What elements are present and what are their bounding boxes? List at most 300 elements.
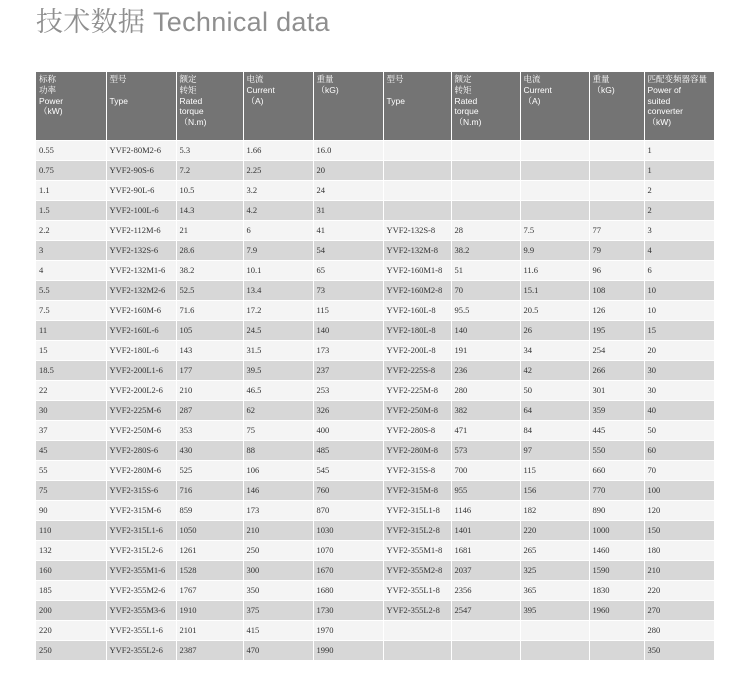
- table-cell: YVF2-280S-6: [106, 441, 176, 461]
- table-cell: 88: [243, 441, 313, 461]
- table-cell: 40: [644, 401, 714, 421]
- table-cell: 11: [36, 321, 106, 341]
- table-row: [36, 441, 714, 461]
- table-cell: 2387: [176, 641, 243, 661]
- table-cell: 1030: [313, 521, 383, 541]
- table-cell: YVF2-315S-8: [383, 461, 451, 481]
- column-header-line: 转矩: [454, 84, 472, 95]
- table-cell: 770: [589, 481, 644, 501]
- table-cell: 15: [644, 321, 714, 341]
- table-cell: YVF2-160M-6: [106, 301, 176, 321]
- table-cell: [589, 201, 644, 221]
- table-cell: 64: [520, 401, 589, 421]
- table-cell: 182: [520, 501, 589, 521]
- table-cell: [383, 181, 451, 201]
- table-row: [36, 181, 714, 201]
- table-cell: 716: [176, 481, 243, 501]
- table-row: [36, 461, 714, 481]
- table-cell: 1460: [589, 541, 644, 561]
- table-cell: 1: [644, 161, 714, 181]
- table-cell: 250: [36, 641, 106, 661]
- table-cell: 50: [644, 421, 714, 441]
- table-cell: 485: [313, 441, 383, 461]
- column-header-line: 功率: [39, 84, 57, 95]
- column-header-line: 额定: [454, 74, 472, 84]
- table-cell: YVF2-355M2-8: [383, 561, 451, 581]
- table-row: [36, 521, 714, 541]
- table-cell: 1528: [176, 561, 243, 581]
- table-cell: 6: [644, 261, 714, 281]
- table-cell: YVF2-132S-8: [383, 221, 451, 241]
- table-cell: 5.5: [36, 281, 106, 301]
- table-cell: 1960: [589, 601, 644, 621]
- table-cell: 62: [243, 401, 313, 421]
- table-cell: 173: [243, 501, 313, 521]
- table-cell: 280: [644, 621, 714, 641]
- column-header-line: 重量: [592, 74, 610, 84]
- table-cell: 84: [520, 421, 589, 441]
- table-cell: 10.1: [243, 261, 313, 281]
- table-header-row: [36, 72, 714, 141]
- column-header-line: [387, 85, 449, 96]
- table-cell: YVF2-160M2-8: [383, 281, 451, 301]
- page-title: 技术数据 Technical data: [36, 7, 330, 37]
- table-cell: YVF2-315M-6: [106, 501, 176, 521]
- table-cell: [589, 181, 644, 201]
- table-cell: 7.9: [243, 241, 313, 261]
- table-cell: 3: [644, 221, 714, 241]
- table-cell: 2037: [451, 561, 520, 581]
- table-cell: 60: [644, 441, 714, 461]
- table-cell: 22: [36, 381, 106, 401]
- column-header: [106, 72, 176, 141]
- table-cell: 359: [589, 401, 644, 421]
- table-row: [36, 501, 714, 521]
- column-header-line: Power: [39, 95, 64, 106]
- table-cell: [451, 621, 520, 641]
- table-cell: 70: [451, 281, 520, 301]
- table-cell: 10.5: [176, 181, 243, 201]
- table-row: [36, 261, 714, 281]
- table-cell: 266: [589, 361, 644, 381]
- table-cell: 177: [176, 361, 243, 381]
- column-header-line: （kW): [39, 106, 63, 117]
- table-cell: YVF2-315L2-6: [106, 541, 176, 561]
- column-header-line: 电流: [523, 74, 541, 84]
- table-cell: YVF2-355L1-6: [106, 621, 176, 641]
- table-cell: 220: [520, 521, 589, 541]
- table-row: [36, 601, 714, 621]
- table-cell: YVF2-355L1-8: [383, 581, 451, 601]
- table-cell: [589, 641, 644, 661]
- table-cell: YVF2-250M-8: [383, 401, 451, 421]
- table-cell: YVF2-80M2-6: [106, 141, 176, 161]
- table-cell: 1.1: [36, 181, 106, 201]
- table-cell: 11.6: [520, 261, 589, 281]
- table-cell: 38.2: [451, 241, 520, 261]
- table-cell: 1261: [176, 541, 243, 561]
- table-cell: 41: [313, 221, 383, 241]
- column-header: [520, 72, 589, 141]
- table-cell: 52.5: [176, 281, 243, 301]
- table-cell: 415: [243, 621, 313, 641]
- table-cell: 7.5: [36, 301, 106, 321]
- table-cell: 75: [36, 481, 106, 501]
- table-cell: YVF2-355M3-6: [106, 601, 176, 621]
- table-cell: 45: [36, 441, 106, 461]
- table-cell: [451, 641, 520, 661]
- column-header-line: [110, 85, 174, 96]
- table-cell: 2: [644, 181, 714, 201]
- column-header: [589, 72, 644, 141]
- table-cell: 1670: [313, 561, 383, 581]
- table-cell: 265: [520, 541, 589, 561]
- table-cell: 30: [36, 401, 106, 421]
- table-cell: 34: [520, 341, 589, 361]
- column-header-line: （A): [246, 95, 264, 106]
- table-cell: YVF2-355L2-8: [383, 601, 451, 621]
- table-cell: 1910: [176, 601, 243, 621]
- table-row: [36, 241, 714, 261]
- table-cell: 31.5: [243, 341, 313, 361]
- column-header-line: Rated: [454, 95, 478, 106]
- table-cell: 300: [243, 561, 313, 581]
- table-cell: YVF2-280S-8: [383, 421, 451, 441]
- table-cell: [520, 621, 589, 641]
- table-row: [36, 561, 714, 581]
- table-cell: 90: [36, 501, 106, 521]
- table-cell: 26: [520, 321, 589, 341]
- table-row: [36, 321, 714, 341]
- table-cell: 120: [644, 501, 714, 521]
- table-cell: YVF2-180L-6: [106, 341, 176, 361]
- table-cell: 301: [589, 381, 644, 401]
- table-cell: 173: [313, 341, 383, 361]
- table-row: [36, 301, 714, 321]
- table-cell: 2.25: [243, 161, 313, 181]
- column-header: [243, 72, 313, 141]
- table-cell: YVF2-90L-6: [106, 181, 176, 201]
- column-header-line: Type: [386, 95, 405, 106]
- column-header-line: （A): [523, 95, 541, 106]
- table-cell: 2101: [176, 621, 243, 641]
- table-cell: YVF2-180L-8: [383, 321, 451, 341]
- table-cell: 18.5: [36, 361, 106, 381]
- table-row: [36, 281, 714, 301]
- table-cell: 545: [313, 461, 383, 481]
- table-cell: YVF2-315L1-8: [383, 501, 451, 521]
- table-cell: 210: [176, 381, 243, 401]
- column-header-line: 重量: [316, 74, 334, 84]
- table-cell: 210: [243, 521, 313, 541]
- table-cell: 156: [520, 481, 589, 501]
- table-cell: 350: [243, 581, 313, 601]
- table-cell: 15.1: [520, 281, 589, 301]
- table-cell: 3: [36, 241, 106, 261]
- table-cell: 955: [451, 481, 520, 501]
- table-row: [36, 141, 714, 161]
- table-cell: 237: [313, 361, 383, 381]
- column-header-line: Type: [109, 95, 128, 106]
- column-header-line: 转矩: [179, 84, 197, 95]
- table-cell: [520, 181, 589, 201]
- table-cell: YVF2-160L-8: [383, 301, 451, 321]
- table-cell: 250: [243, 541, 313, 561]
- table-cell: YVF2-315S-6: [106, 481, 176, 501]
- table-row: [36, 161, 714, 181]
- column-header-line: （N.m): [454, 117, 482, 128]
- table-cell: 97: [520, 441, 589, 461]
- column-header: [176, 72, 243, 141]
- table-cell: YVF2-200L1-6: [106, 361, 176, 381]
- table-cell: [383, 201, 451, 221]
- table-cell: 382: [451, 401, 520, 421]
- table-cell: [451, 141, 520, 161]
- column-header-line: 标称: [39, 74, 57, 84]
- table-cell: 71.6: [176, 301, 243, 321]
- table-cell: 2.2: [36, 221, 106, 241]
- table-cell: 353: [176, 421, 243, 441]
- table-cell: YVF2-132M-8: [383, 241, 451, 261]
- table-cell: 195: [589, 321, 644, 341]
- table-cell: YVF2-132M2-6: [106, 281, 176, 301]
- table-cell: 236: [451, 361, 520, 381]
- table-cell: [589, 621, 644, 641]
- table-cell: 2547: [451, 601, 520, 621]
- table-row: [36, 341, 714, 361]
- table-cell: YVF2-280M-6: [106, 461, 176, 481]
- table-cell: 96: [589, 261, 644, 281]
- table-cell: 110: [36, 521, 106, 541]
- table-cell: 7.2: [176, 161, 243, 181]
- table-cell: 870: [313, 501, 383, 521]
- table-cell: 24: [313, 181, 383, 201]
- table-cell: 4: [36, 261, 106, 281]
- table-row: [36, 581, 714, 601]
- table-row: [36, 621, 714, 641]
- table-cell: 760: [313, 481, 383, 501]
- column-header: [644, 72, 714, 141]
- table-cell: YVF2-315M-8: [383, 481, 451, 501]
- table-cell: 28.6: [176, 241, 243, 261]
- table-cell: 1146: [451, 501, 520, 521]
- technical-data-table: [36, 72, 714, 660]
- table-cell: [451, 161, 520, 181]
- table-cell: 100: [644, 481, 714, 501]
- table-cell: 5.3: [176, 141, 243, 161]
- table-cell: 10: [644, 301, 714, 321]
- column-header-line: （kW): [647, 117, 672, 128]
- column-header-line: （N.m): [179, 117, 207, 128]
- table-cell: 143: [176, 341, 243, 361]
- table-cell: [451, 201, 520, 221]
- table-cell: 470: [243, 641, 313, 661]
- table-cell: 180: [644, 541, 714, 561]
- column-header-line: torque: [454, 106, 479, 117]
- table-cell: 859: [176, 501, 243, 521]
- table-cell: YVF2-355L2-6: [106, 641, 176, 661]
- table-cell: 20: [313, 161, 383, 181]
- table-cell: 6: [243, 221, 313, 241]
- table-cell: [383, 161, 451, 181]
- table-cell: 77: [589, 221, 644, 241]
- table-cell: [589, 161, 644, 181]
- table-row: [36, 641, 714, 661]
- table-cell: [383, 641, 451, 661]
- table-cell: 0.55: [36, 141, 106, 161]
- table-cell: [520, 201, 589, 221]
- table-cell: 1.66: [243, 141, 313, 161]
- table-cell: 1681: [451, 541, 520, 561]
- column-header-line: （kG): [592, 84, 615, 95]
- table-cell: 700: [451, 461, 520, 481]
- table-cell: 75: [243, 421, 313, 441]
- table-cell: 375: [243, 601, 313, 621]
- table-cell: 55: [36, 461, 106, 481]
- table-cell: 1000: [589, 521, 644, 541]
- table-body: [36, 141, 714, 661]
- table-cell: [383, 141, 451, 161]
- table-cell: 2: [644, 201, 714, 221]
- table-cell: 220: [644, 581, 714, 601]
- table-cell: 31: [313, 201, 383, 221]
- column-header-line: suited: [647, 95, 671, 106]
- column-header: [36, 72, 106, 141]
- table-cell: YVF2-355M1-6: [106, 561, 176, 581]
- table-cell: 1680: [313, 581, 383, 601]
- table-cell: 1830: [589, 581, 644, 601]
- table-cell: 430: [176, 441, 243, 461]
- table-cell: 1730: [313, 601, 383, 621]
- table-cell: YVF2-112M-6: [106, 221, 176, 241]
- column-header: [451, 72, 520, 141]
- table-cell: YVF2-160M1-8: [383, 261, 451, 281]
- column-header-line: 电流: [246, 74, 264, 84]
- table-cell: 200: [36, 601, 106, 621]
- table-cell: YVF2-225S-8: [383, 361, 451, 381]
- table-cell: 0.75: [36, 161, 106, 181]
- table-cell: 37: [36, 421, 106, 441]
- table-row: [36, 381, 714, 401]
- table-cell: 140: [451, 321, 520, 341]
- table-cell: 890: [589, 501, 644, 521]
- table-cell: 79: [589, 241, 644, 261]
- table-cell: 146: [243, 481, 313, 501]
- table-cell: 105: [176, 321, 243, 341]
- table-cell: 1050: [176, 521, 243, 541]
- table-cell: 21: [176, 221, 243, 241]
- table-row: [36, 361, 714, 381]
- table-row: [36, 421, 714, 441]
- table-cell: 573: [451, 441, 520, 461]
- table-cell: 15: [36, 341, 106, 361]
- table-cell: 445: [589, 421, 644, 441]
- table-cell: 1970: [313, 621, 383, 641]
- table-cell: 4: [644, 241, 714, 261]
- table-row: [36, 541, 714, 561]
- column-header-line: Current: [246, 84, 275, 95]
- table-cell: [451, 181, 520, 201]
- table-cell: 115: [520, 461, 589, 481]
- table-cell: 30: [644, 361, 714, 381]
- table-cell: 1401: [451, 521, 520, 541]
- column-header-line: Current: [523, 84, 552, 95]
- table-cell: 350: [644, 641, 714, 661]
- table-cell: [383, 621, 451, 641]
- table-cell: 1990: [313, 641, 383, 661]
- table-cell: 39.5: [243, 361, 313, 381]
- table-cell: YVF2-225M-6: [106, 401, 176, 421]
- table-cell: 51: [451, 261, 520, 281]
- table-cell: 660: [589, 461, 644, 481]
- column-header-line: 额定: [179, 74, 197, 84]
- table-cell: 395: [520, 601, 589, 621]
- table-cell: 365: [520, 581, 589, 601]
- table-cell: 17.2: [243, 301, 313, 321]
- table-cell: [520, 161, 589, 181]
- column-header-line: 型号: [109, 74, 127, 84]
- column-header-line: torque: [179, 106, 204, 117]
- table-cell: 210: [644, 561, 714, 581]
- table-cell: 150: [644, 521, 714, 541]
- table-cell: YVF2-200L-8: [383, 341, 451, 361]
- table-cell: YVF2-250M-6: [106, 421, 176, 441]
- table-cell: 2356: [451, 581, 520, 601]
- table-cell: 287: [176, 401, 243, 421]
- table-cell: YVF2-355M2-6: [106, 581, 176, 601]
- table-cell: YVF2-225M-8: [383, 381, 451, 401]
- column-header: [383, 72, 451, 141]
- table-cell: 525: [176, 461, 243, 481]
- table-cell: 46.5: [243, 381, 313, 401]
- table-row: [36, 221, 714, 241]
- table-cell: 185: [36, 581, 106, 601]
- table-cell: 106: [243, 461, 313, 481]
- table-cell: 1767: [176, 581, 243, 601]
- table-cell: 1.5: [36, 201, 106, 221]
- table-cell: 220: [36, 621, 106, 641]
- table-cell: YVF2-132M1-6: [106, 261, 176, 281]
- table-cell: 73: [313, 281, 383, 301]
- table-cell: YVF2-90S-6: [106, 161, 176, 181]
- table-cell: [520, 641, 589, 661]
- column-header: [313, 72, 383, 141]
- column-header-line: Rated: [179, 95, 203, 106]
- table-cell: 9.9: [520, 241, 589, 261]
- table-cell: 70: [644, 461, 714, 481]
- table-cell: 253: [313, 381, 383, 401]
- table-cell: [589, 141, 644, 161]
- table-cell: 160: [36, 561, 106, 581]
- table-cell: 3.2: [243, 181, 313, 201]
- table-cell: 326: [313, 401, 383, 421]
- table-cell: YVF2-355M1-8: [383, 541, 451, 561]
- table-cell: 13.4: [243, 281, 313, 301]
- table-cell: YVF2-280M-8: [383, 441, 451, 461]
- table-cell: 254: [589, 341, 644, 361]
- table-cell: 38.2: [176, 261, 243, 281]
- table-row: [36, 201, 714, 221]
- table-cell: 132: [36, 541, 106, 561]
- table-cell: 50: [520, 381, 589, 401]
- table-cell: 550: [589, 441, 644, 461]
- table-cell: 1070: [313, 541, 383, 561]
- table-cell: 471: [451, 421, 520, 441]
- table-cell: 115: [313, 301, 383, 321]
- table-cell: 16.0: [313, 141, 383, 161]
- table-cell: 108: [589, 281, 644, 301]
- table-cell: [520, 141, 589, 161]
